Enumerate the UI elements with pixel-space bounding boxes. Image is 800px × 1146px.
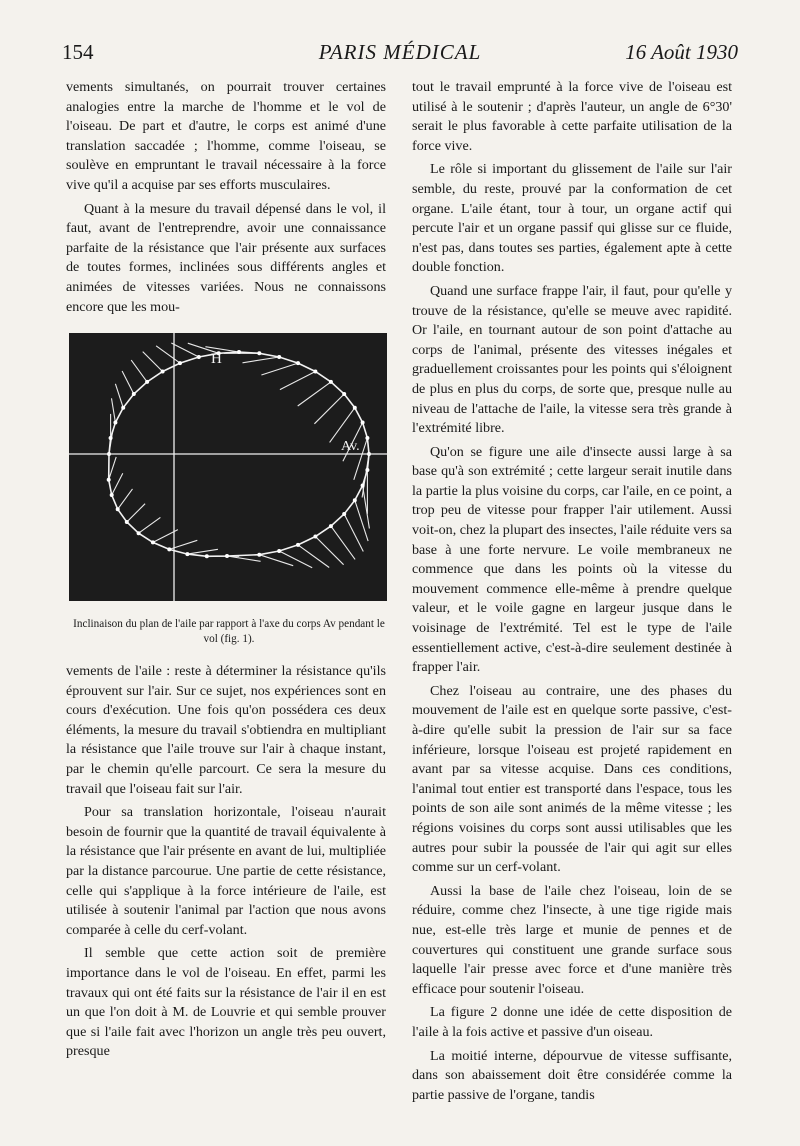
paragraph: vements simultanés, on pourrait trouver certaines analogies entre la marche de l'homme et le vol de l'oiseau. De part et d'autre, le corps est animé d'une translation saccadée ; l'homme, comme l'oiseau, se soulève en empruntant le travail nécessaire à la force vive qu'il a acquise par ses efforts musculaires. — [66, 79, 386, 193]
trajectory-point — [277, 355, 281, 359]
trajectory-point — [329, 380, 333, 384]
hatch-line — [243, 357, 280, 363]
trajectory-point — [257, 553, 261, 557]
paragraph: Aussi la base de l'aile chez l'oiseau, loin de se réduire, comme chez l'insecte, à une tige rigide mais nue, est-elle très large et munie de pennes et de couvertures qui constituent une grande surface sous laquelle l'air presse avec force et d'une manière très efficace pour soutenir l'oiseau. — [412, 882, 732, 997]
left-column-top — [66, 78, 386, 317]
trajectory-point — [329, 524, 333, 528]
trajectory-point — [121, 406, 125, 410]
hatch-line — [187, 549, 218, 554]
hatch-line — [109, 457, 117, 480]
hatch-line — [112, 473, 123, 495]
hatch-line — [143, 352, 163, 372]
paragraph: vements de l'aile : reste à déterminer la résistance qu'ils éprouvent sur l'air. Sur ce sujet, nos expériences sont en cours d'exécution. Une fois qu'on possédera ces deux éléments, la mesure du travail s'obtiendra en multipliant la résistance que l'aile trouve sur l'air à chaque instant, par le chemin qu'elle parcourt. Ce sera la mesure du travail que l'oiseau fait sur l'air. — [66, 663, 386, 797]
hatch-line — [363, 486, 370, 529]
paragraph: La moitié interne, dépourvue de vitesse suffisante, dans son abaissement doit être considérée comme la partie passive de l'organe, tandis — [412, 1047, 732, 1103]
hatch-line — [259, 555, 293, 566]
hatch-line — [298, 382, 331, 406]
trajectory-point — [161, 370, 165, 374]
paragraph: tout le travail emprunté à la force vive de l'oiseau est utilisé à le soutenir ; d'après l'auteur, un angle de 6°30' serait le plus favorable à cette parfaite utilisation de la force vive. — [412, 79, 732, 154]
paragraph: Pour sa translation horizontale, l'oiseau n'aurait besoin de fournir que la quantité de travail équivalente à la résistance que l'air présente en avant de lui, multipliée par la distance parcourue. Une partie de cette résistance, celle qui s'applique à la force intérieure de l'aile, est utilisée à soutenir l'animal par l'action que nous avons comparée à celle du cerf-volant. — [66, 804, 386, 938]
right-column — [412, 78, 732, 1105]
trajectory-point — [197, 355, 201, 359]
trajectory-point — [296, 361, 300, 365]
trajectory-point — [342, 512, 346, 516]
paragraph: Le rôle si important du glissement de l'aile sur l'air semble, du reste, prouvé par la conformation de cet organe. L'aile étant, tour à tour, un organe actif qui percute l'air et un organe passif qui glisse sur ce fluide, n'est pas, dans toutes ses parties, également apte à cette double fonction. — [412, 161, 732, 276]
figure-drawing — [69, 333, 387, 601]
running-header — [62, 40, 738, 70]
trajectory-point — [110, 493, 114, 497]
journal-title: PARIS MÉDICAL — [318, 40, 482, 64]
trajectory-point — [167, 547, 171, 551]
trajectory-point — [237, 350, 241, 354]
hatch-line — [127, 504, 145, 522]
hatch-line — [122, 371, 134, 394]
trajectory-point — [296, 543, 300, 547]
trajectory-point — [113, 421, 117, 425]
hatch-line — [118, 489, 133, 509]
trajectory-point — [257, 351, 261, 355]
trajectory-point — [353, 406, 357, 410]
hatch-line — [131, 360, 147, 382]
hatch-line — [331, 526, 355, 559]
hatch-line — [156, 346, 180, 363]
hatch-line — [115, 384, 123, 408]
hatch-line — [314, 394, 344, 424]
issue-date: 16 Août 1930 — [625, 40, 738, 64]
trajectory-point — [313, 535, 317, 539]
trajectory-point — [109, 436, 113, 440]
trajectory-point — [178, 361, 182, 365]
trajectory-point — [365, 468, 369, 472]
trajectory-point — [277, 549, 281, 553]
paragraph: La figure 2 donne une idée de cette disposition de l'aile à la fois active et passive d'un oiseau. — [412, 1004, 732, 1040]
label-h: H — [211, 351, 222, 367]
wing-plane-hatching — [109, 343, 370, 568]
wing-trajectory-figure — [69, 333, 387, 601]
paragraph: Chez l'oiseau au contraire, une des phases du mouvement de l'aile est en quelque sorte passive, c'est-à-dire qu'elle subit la pression de l'air sur sa face inférieure, lorsque l'oiseau est projeté rapidement en avant par sa vitesse acquise. Dans ces conditions, l'animal tout entier est transporté dans l'espace, tous les points de son aile sont animés de la même vitesse ; les régions voisines du corps sont aussi utilisables que les autres pour subir la poussée de l'air qui agit sur elles comme sur un cerf-volant. — [412, 682, 732, 876]
paragraph: Il semble que cette action soit de première importance dans le vol de l'oiseau. En effet, parmi les travaux qui ont été faits sur la résistance de l'air il en est un que l'on doit à M. de Louvrie et qui semble prouver que si l'aile fait avec l'horizon un angle très peu ouvert, presque — [66, 945, 386, 1060]
hatch-line — [227, 556, 261, 561]
trajectory-point — [151, 540, 155, 544]
trajectory-point — [116, 507, 120, 511]
paragraph: Quant à la mesure du travail dépensé dans le vol, il faut, avant de l'entreprendre, avoir une connaissance parfaite de la résistance que l'air présente aux surfaces de toutes formes, inclinées sous différents angles et animées de vitesses variées. Nous ne connaissons encore que les mou- — [66, 200, 386, 315]
page-number: 154 — [62, 40, 94, 64]
paragraph: Qu'on se figure une aile d'insecte aussi large à sa base qu'à son extrémité ; cette largeur serait inutile dans la partie la plus voisine du corps, car l'aile, en ce point, a trop peu de vitesse pour frapper l'air utilement. Aussi voit-on, chez la plupart des insectes, l'aile réduite vers sa base à une forte nervure. Le voile membraneux ne commence que dans les points où la vitesse du mouvement commence elle-même à prendre quelque valeur, et le voile gagne en largeur jusque dans le voisinage de l'extrémité. Tel est le type de l'aile essentiellement active, c'est-à-dire seulement destinée à frapper l'air. — [412, 443, 732, 676]
trajectory-point — [205, 554, 209, 558]
trajectory-point — [365, 436, 369, 440]
trajectory-point — [107, 478, 111, 482]
trajectory-point — [361, 484, 365, 488]
hatch-line — [279, 551, 312, 568]
trajectory-point — [125, 520, 129, 524]
trajectory-point — [132, 392, 136, 396]
trajectory-point — [361, 421, 365, 425]
trajectory-point — [185, 552, 189, 556]
figure-caption: Inclinaison du plan de l'aile par rapport à l'axe du corps Av pendant le vol (fig. 1). — [73, 618, 385, 645]
hatch-line — [344, 514, 363, 552]
hatch-line — [280, 372, 316, 390]
hatch-line — [139, 517, 161, 533]
trajectory-point — [353, 498, 357, 502]
hatch-line — [261, 363, 298, 375]
left-column-bottom — [66, 662, 386, 1062]
label-av: Av. — [341, 439, 360, 454]
trajectory-point — [342, 392, 346, 396]
hatch-line — [112, 398, 116, 422]
hatch-line — [330, 408, 355, 443]
trajectory-point — [137, 531, 141, 535]
hatch-line — [298, 545, 329, 568]
paragraph: Quand une surface frappe l'air, il faut, pour qu'elle y trouve de la résistance, qu'elle se meuve avec rapidité. Or l'aile, en tournant autour de son point d'attache au corps de l'animal, présente des vitesses inégales et graduellement croissantes pour les points qui s'éloignent de plus en plus du corps, de sorte que, presque nulle au niveau de l'attache de l'aile, la vitesse sera très grande à l'extrémité libre. — [412, 282, 732, 437]
trajectory-point — [313, 370, 317, 374]
trajectory-point — [145, 380, 149, 384]
trajectory-point — [225, 554, 229, 558]
